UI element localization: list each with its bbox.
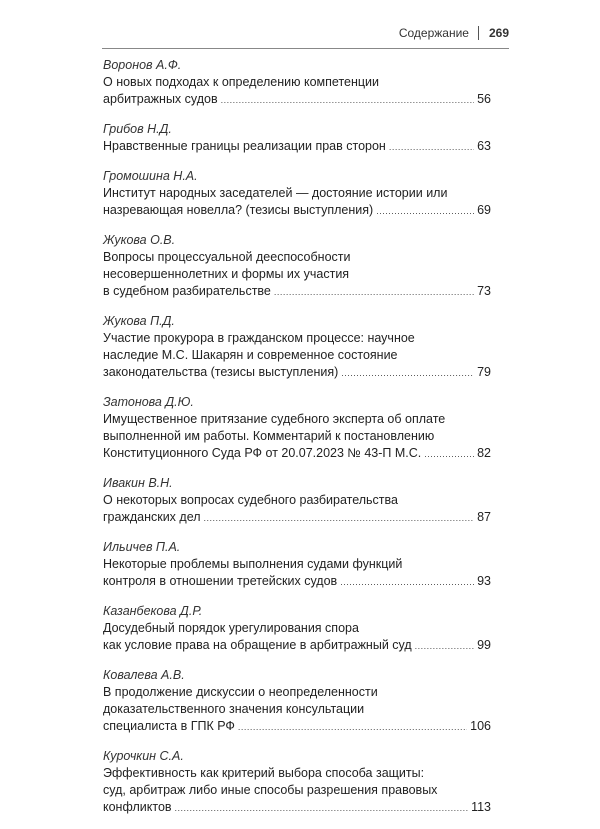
toc-entry[interactable] [103,539,491,591]
table-of-contents [103,57,491,829]
toc-title-last-line [103,138,491,156]
toc-title-line: Вопросы процессуальной дееспособности [103,250,351,264]
toc-author: Ильичев П.А. [103,540,181,554]
toc-entry[interactable] [103,313,491,382]
section-title: Содержание [398,26,469,40]
toc-title-text: Нравственные границы реализации прав сторон [103,139,386,153]
toc-title-line: О некоторых вопросах судебного разбирательства [103,493,398,507]
toc-title-text: гражданских дел [103,510,201,524]
toc-title-line: Некоторые проблемы выполнения судами функций [103,557,403,571]
dot-leader [175,800,469,817]
toc-page-number: 113 [471,800,491,814]
toc-page-number: 82 [477,446,491,460]
toc-entry[interactable] [103,667,491,736]
toc-title-last-line [103,283,491,301]
dot-leader [340,574,474,591]
toc-title-text: законодательства (тезисы выступления) [103,365,339,379]
dot-leader [376,203,474,220]
toc-title-text: контроля в отношении третейских судов [103,574,338,588]
toc-author: Ковалева А.В. [103,668,185,682]
toc-title-line: Участие прокурора в гражданском процессе: научное [103,331,415,345]
toc-title-text: Конституционного Суда РФ от 20.07.2023 № 43-П М.С. [103,446,422,460]
toc-entry[interactable] [103,394,491,463]
toc-title-text: назревающая новелла? (тезисы выступления) [103,203,374,217]
page-number: 269 [488,26,509,40]
toc-entry[interactable] [103,121,491,156]
toc-page-number: 79 [477,365,491,379]
toc-title-last-line [103,445,491,463]
toc-author: Казанбекова Д.Р. [103,604,203,618]
header-divider [478,26,479,40]
toc-page-number: 87 [477,510,491,524]
toc-title-text: как условие права на обращение в арбитражный суд [103,638,412,652]
toc-title-text: конфликтов [103,800,172,814]
toc-author: Ивакин В.Н. [103,476,173,490]
toc-title-text: специалиста в ГПК РФ [103,719,235,733]
dot-leader [274,284,474,301]
toc-title-text: арбитражных судов [103,92,218,106]
toc-page-number: 69 [477,203,491,217]
dot-leader [415,638,474,655]
dot-leader [204,510,475,527]
running-header [399,26,509,40]
toc-entry[interactable] [103,475,491,527]
header-rule [102,48,509,49]
toc-author: Воронов А.Ф. [103,58,182,72]
toc-entry[interactable] [103,57,491,109]
toc-author: Затонова Д.Ю. [103,395,194,409]
toc-author: Грибов Н.Д. [103,122,172,136]
toc-author: Курочкин С.А. [103,749,184,763]
toc-title-last-line [103,573,491,591]
toc-page-number: 73 [477,284,491,298]
toc-entry[interactable] [103,748,491,817]
toc-author: Громошина Н.А. [103,169,198,183]
toc-title-line: В продолжение дискуссии о неопределенности [103,685,378,699]
toc-page-number: 56 [477,92,491,106]
toc-entry[interactable] [103,603,491,655]
toc-title-line: Институт народных заседателей — достояние истории или [103,186,448,200]
toc-entry[interactable] [103,232,491,301]
dot-leader [389,139,474,156]
toc-page-number: 106 [470,719,491,733]
dot-leader [424,446,474,463]
toc-title-last-line [103,637,491,655]
toc-title-line: доказательственного значения консультации [103,702,365,716]
toc-title-line: наследие М.С. Шакарян и современное состояние [103,348,398,362]
toc-title-last-line [103,364,491,382]
toc-title-line: Эффективность как критерий выбора способа защиты: [103,766,425,780]
dot-leader [221,92,474,109]
toc-title-line: выполненной им работы. Комментарий к постановлению [103,429,435,443]
toc-title-line: О новых подходах к определению компетенции [103,75,380,89]
dot-leader [341,365,474,382]
toc-title-line: несовершеннолетних и формы их участия [103,267,350,281]
toc-author: Жукова О.В. [103,233,176,247]
toc-entry[interactable] [103,168,491,220]
toc-author: Жукова П.Д. [103,314,175,328]
toc-title-line: Имущественное притязание судебного эксперта об оплате [103,412,446,426]
toc-title-text: в судебном разбирательстве [103,284,271,298]
toc-title-last-line [103,799,491,817]
toc-title-last-line [103,718,491,736]
toc-title-last-line [103,202,491,220]
dot-leader [238,719,467,736]
toc-page-number: 93 [477,574,491,588]
toc-title-last-line [103,91,491,109]
toc-title-line: Досудебный порядок урегулирования спора [103,621,359,635]
toc-page-number: 99 [477,638,491,652]
toc-title-last-line [103,509,491,527]
toc-page-number: 63 [477,139,491,153]
toc-title-line: суд, арбитраж либо иные способы разрешения правовых [103,783,438,797]
